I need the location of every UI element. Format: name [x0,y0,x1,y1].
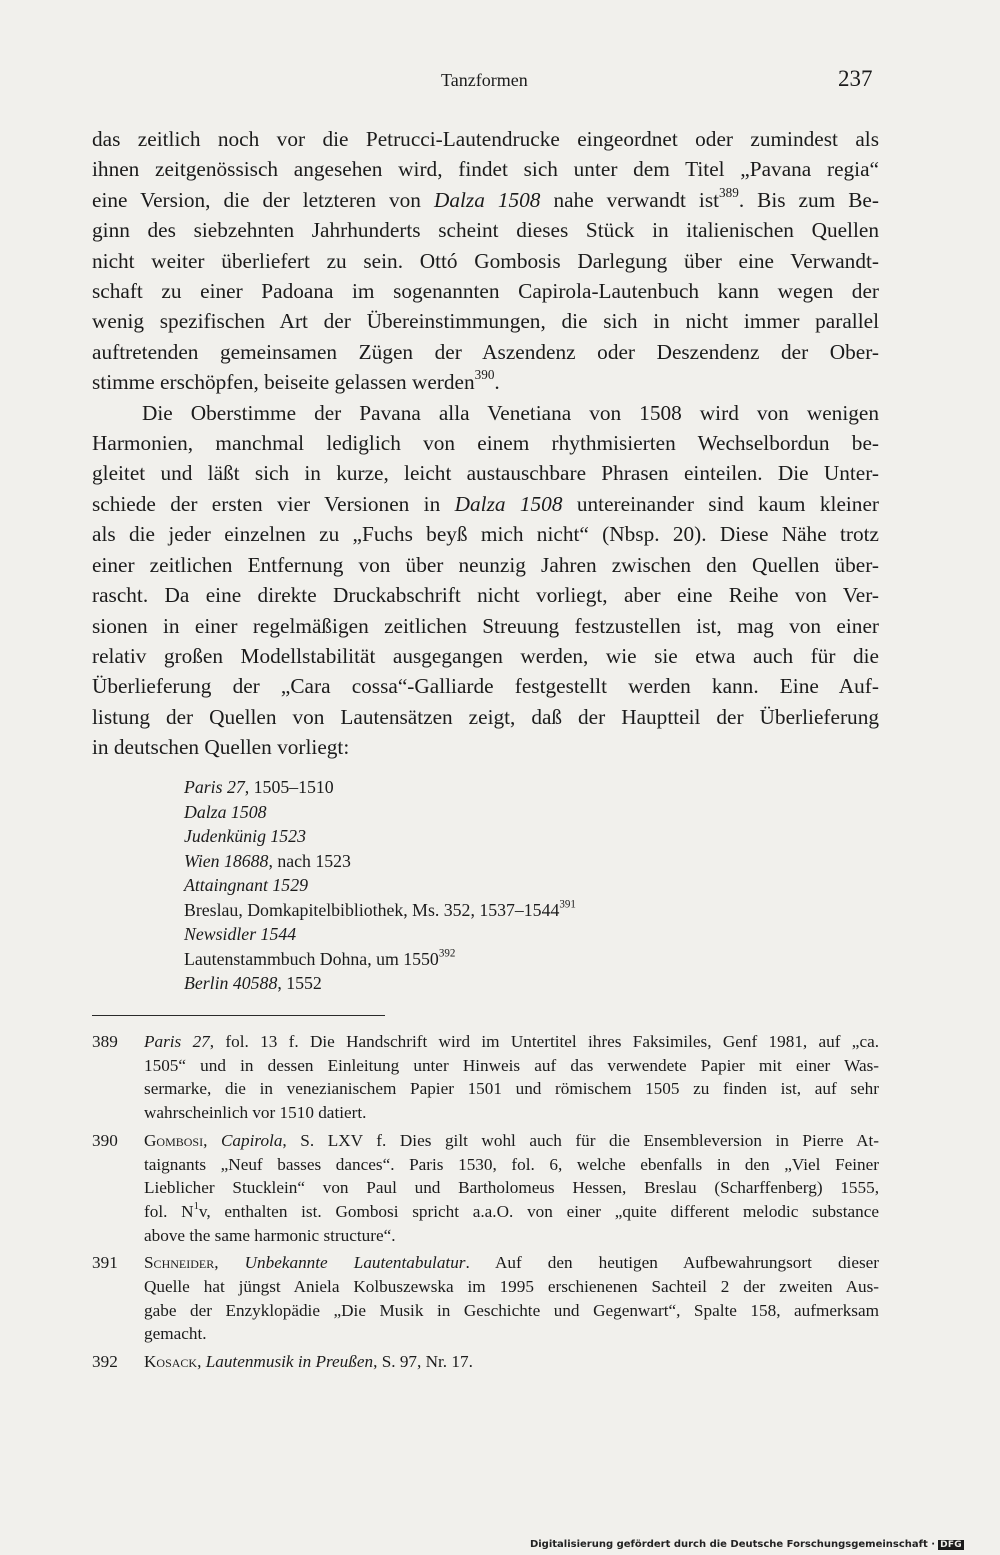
source-item: Breslau, Domkapitelbibliothek, Ms. 352, 1537–1544$^{391}$ [184,898,576,920]
footnote-number: 392 [92,1352,118,1372]
source-citation: Dalza 1508 [433,187,541,212]
footnote-392 [92,1350,879,1374]
digitization-credit: Digitalisierung gefördert durch die Deutsche Forschungsgemeinschaft · DFG [529,1539,962,1550]
footnote-line: Kosack, Lautenmusik in Preußen, S. 97, Nr. 17. [144,1352,473,1372]
footnote-ref-389[interactable]: 389 [719,184,739,200]
source-item: Lautenstammbuch Dohna, um 1550$^{392}$ [184,947,456,969]
footnote-389 [92,1030,879,1125]
footnotes [92,1030,879,1378]
footnote-ref-392[interactable]: 392 [438,947,456,960]
footnote-line: fol. $N^1v$, enthalten ist. Gombosi spricht a.a.O. von einer „quite different melodic substance [144,1200,879,1221]
text-line: relativ großen Modellstabilität ausgegangen werden, wie sie etwa auch für die [92,643,879,668]
footnote-line: 1505“ und in dessen Einleitung unter Hinweis auf das verwendete Papier mit einer Was- [144,1055,879,1075]
text-line: schaft zu einer Padoana im sogenannten Capirola-Lautenbuch kann wegen der [92,279,879,304]
footnote-ref-391[interactable]: 391 [559,898,576,911]
dfg-logo: DFG [940,1540,962,1550]
source-item: Newsidler 1544 [184,924,297,944]
footnote-line: wahrscheinlich vor 1510 datiert. [144,1103,367,1123]
text-line: in deutschen Quellen vorliegt: [92,735,350,760]
footnote-line: Paris 27, fol. 13 f. Die Handschrift wird im Untertitel ihres Faksimiles, Genf 1981, auf „ca. [144,1032,879,1051]
text-line: Harmonien, manchmal lediglich von einem rhythmisierten Wechselbordun be- [92,431,879,456]
footnote-line: above the same harmonic structure“. [144,1225,396,1245]
source-item: Attaingnant 1529 [184,875,308,895]
text-line: als die jeder einzelnen zu „Fuchs beyß mich nicht“ (Nbsp. 20). Diese Nähe trotz [92,522,879,547]
text-line: eine Version, die der letzteren von Dalza 1508 nahe verwandt ist$^{389}$. Bis zum Be- [92,184,879,212]
text-line: wenig spezifischen Art der Übereinstimmungen, die sich in nicht immer parallel [92,309,879,334]
footnote-line: Quelle hat jüngst Aniela Kolbuszewska im 1995 erschienenen Sachteil 2 der zweiten Aus- [144,1277,879,1297]
source-citation: Dalza 1508 [454,491,563,516]
text-line: rascht. Da eine direkte Druckabschrift nicht vorliegt, aber eine Reihe von Ver- [92,583,879,608]
footnote-line: Schneider, Unbekannte Lautentabulatur. Auf den heutigen Aufbewahrungsort dieser [144,1253,879,1273]
footnote-line: taignants „Neuf basses dances“. Paris 1530, fol. 6, welche ebenfalls in den „Viel Feiner [144,1154,879,1174]
footnote-ref-390[interactable]: 390 [474,367,495,383]
text-line: ginn des siebzehnten Jahrhunderts scheint dieses Stück in italienischen Quellen [92,218,879,243]
footnote-line: gabe der Enzyklopädie „Die Musik in Geschichte und Gegenwart“, Spalte 158, aufmerksam [144,1300,879,1320]
text-line: stimme erschöpfen, beiseite gelassen werden$^{390}$. [92,367,500,395]
text-line: einer zeitlichen Entfernung von über neunzig Jahren zwischen den Quellen über- [92,552,879,577]
source-item: Wien 18688, nach 1523 [184,850,351,871]
footnote-390 [92,1129,879,1248]
footnote-line: Lieblicher Stucklein“ von Paul und Bartholomeus Hessen, Breslau (Scharffenberg) 1555, [144,1178,879,1198]
source-item: Judenkünig 1523 [184,826,306,846]
text-line: schiede der ersten vier Versionen in Dalza 1508 untereinander sind kaum kleiner [92,491,880,516]
running-header-title: Tanzformen [441,70,528,90]
page-number: 237 [838,66,873,91]
source-list [184,775,576,996]
source-item: Berlin 40588, 1552 [184,973,322,993]
source-item: Paris 27, 1505–1510 [184,777,334,797]
text-line: listung der Quellen von Lautensätzen zeigt, daß der Hauptteil der Überlieferung [92,704,879,729]
footnote-line: gemacht. [144,1324,207,1344]
text-line: ihnen zeitgenössisch angesehen wird, findet sich unter dem Titel „Pavana regia“ [92,157,879,182]
footnote-number: 390 [92,1130,118,1150]
text-line: Die Oberstimme der Pavana alla Venetiana von 1508 wird von wenigen [142,400,879,425]
footnote-separator [92,1015,385,1016]
text-line: das zeitlich noch vor die Petrucci-Lautendrucke eingeordnet oder zumindest als [92,127,879,151]
footnote-number: 391 [92,1253,118,1273]
footnote-391 [92,1251,879,1346]
text-line: nicht weiter überliefert zu sein. Ottó Gombosis Darlegung über eine Verwandt- [92,248,879,273]
source-item: Dalza 1508 [184,801,267,822]
main-text [92,124,879,763]
footnote-line: sermarke, die in venezianischem Papier 1501 und römischem 1505 zu finden ist, auf sehr [144,1079,879,1099]
text-line: gleitet und läßt sich in kurze, leicht austauschbare Phrasen einteilen. Die Unter- [92,461,879,486]
text-line: auftretenden gemeinsamen Zügen der Aszendenz oder Deszendenz der Ober- [92,339,879,364]
text-line: sionen in einer regelmäßigen zeitlichen Streuung festzustellen ist, mag von einer [92,613,879,638]
footnote-line: Gombosi, Capirola, S. LXV f. Dies gilt wohl auch für die Ensembleversion in Pierre At- [144,1130,880,1150]
footnote-number: 389 [92,1032,118,1051]
text-line: Überlieferung der „Cara cossa“-Galliarde festgestellt werden kann. Eine Auf- [92,674,879,699]
